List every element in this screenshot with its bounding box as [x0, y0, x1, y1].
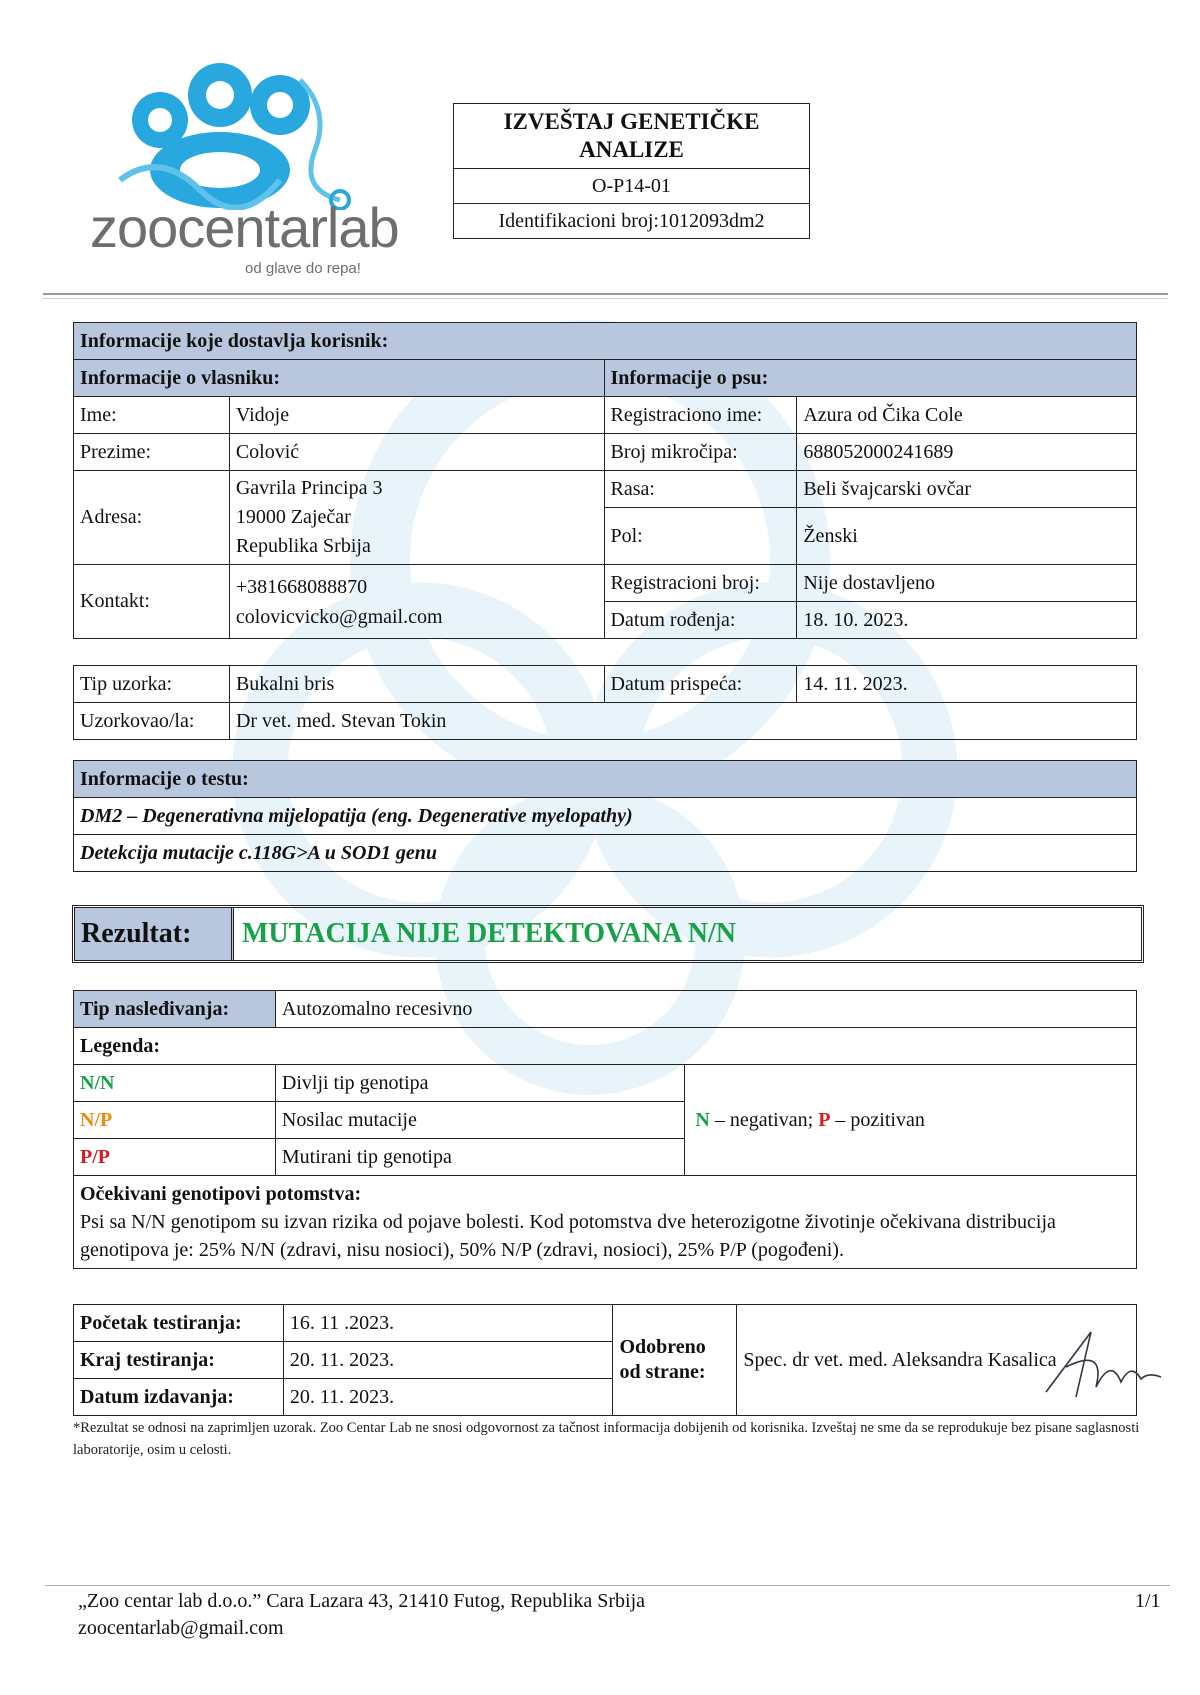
arrival-date-label: Datum prispeća: — [604, 666, 797, 703]
legend-key-p-text: – pozitivan — [830, 1108, 925, 1131]
test-start-label: Početak testiranja: — [74, 1305, 284, 1342]
contact-phone: +381668088870 — [235, 575, 368, 598]
reg-name: Azura od Čika Cole — [797, 397, 1137, 434]
address — [229, 471, 604, 565]
report-title: IZVEŠTAJ GENETIČKE ANALIZE — [454, 104, 810, 169]
address-label: Adresa: — [74, 471, 230, 565]
contact — [229, 565, 604, 639]
report-header-box — [453, 103, 810, 239]
inheritance-value: Autozomalno recesivno — [275, 991, 1136, 1028]
sample-type: Bukalni bris — [229, 666, 604, 703]
legend-desc-pp: Mutirani tip genotipa — [275, 1139, 685, 1176]
test-info-title: Informacije o testu: — [74, 761, 1137, 798]
inheritance-label: Tip nasleđivanja: — [74, 991, 276, 1028]
legend-key-p: P — [818, 1108, 831, 1131]
owner-name: Vidoje — [229, 397, 604, 434]
brand-name: zoocentarlab — [90, 196, 399, 259]
arrival-date: 14. 11. 2023. — [797, 666, 1137, 703]
result-label: Rezultat: — [75, 908, 234, 960]
legend-code-nn: N/N — [74, 1065, 276, 1102]
user-info-table — [73, 322, 1137, 639]
birth-date-label: Datum rođenja: — [604, 602, 797, 639]
microchip: 688052000241689 — [797, 434, 1137, 471]
contact-label: Kontakt: — [74, 565, 230, 639]
page-number: 1/1 — [1135, 1590, 1161, 1612]
microchip-label: Broj mikročipa: — [604, 434, 797, 471]
sex-label: Pol: — [604, 508, 797, 565]
paw-dna-icon — [100, 60, 360, 210]
test-end-label: Kraj testiranja: — [74, 1342, 284, 1379]
footer-divider — [45, 1585, 1170, 1586]
reg-number-label: Registracioni broj: — [604, 565, 797, 602]
approved-line-2: od strane: — [619, 1361, 706, 1383]
legend-key-n: N — [695, 1108, 710, 1131]
approved-line-1: Odobreno — [619, 1336, 706, 1358]
breed: Beli švajcarski ovčar — [797, 471, 1137, 508]
birth-date: 18. 10. 2023. — [797, 602, 1137, 639]
inheritance-table — [73, 990, 1137, 1269]
address-line-3: Republika Srbija — [235, 535, 371, 557]
sex: Ženski — [797, 508, 1137, 565]
legend-key-n-text: – negativan; — [709, 1108, 819, 1131]
test-start: 16. 11 .2023. — [283, 1305, 613, 1342]
disclaimer: *Rezultat se odnosi na zaprimljen uzorak. Zoo Centar Lab ne snosi odgovornost za tačnost informacija dobijenih od korisnika. Izveštaj ne sme da se reprodukuje bez pisane saglasnosti laboratorije, osim u celosti. — [73, 1420, 1140, 1458]
dog-section-title: Informacije o psu: — [604, 360, 1137, 397]
legend-desc-np: Nosilac mutacije — [275, 1102, 685, 1139]
section-title: Informacije koje dostavlja korisnik: — [74, 323, 1137, 360]
report-code: O-P14-01 — [454, 169, 810, 204]
issue-date-label: Datum izdavanja: — [74, 1379, 284, 1416]
brand-tagline: od glave do repa! — [245, 260, 361, 277]
reg-name-label: Registraciono ime: — [604, 397, 797, 434]
sample-table — [73, 665, 1137, 740]
approver-name: Spec. dr vet. med. Aleksandra Kasalica — [743, 1348, 1057, 1371]
approved-by-label — [613, 1305, 737, 1416]
test-end: 20. 11. 2023. — [283, 1342, 613, 1379]
sampled-by-label: Uzorkovao/la: — [74, 703, 230, 740]
owner-surname: Colović — [229, 434, 604, 471]
address-line-1: Gavrila Principa 3 — [235, 477, 383, 499]
approver — [737, 1305, 1137, 1416]
dates-table — [73, 1304, 1137, 1416]
expected-genotypes — [74, 1176, 1137, 1269]
reg-number: Nije dostavljeno — [797, 565, 1137, 602]
legend-desc-nn: Divlji tip genotipa — [275, 1065, 685, 1102]
logo — [90, 60, 430, 285]
owner-surname-label: Prezime: — [74, 434, 230, 471]
owner-name-label: Ime: — [74, 397, 230, 434]
footer-email: zoocentarlab@gmail.com — [78, 1617, 284, 1639]
expected-title: Očekivani genotipovi potomstva: — [80, 1183, 362, 1205]
header-divider — [43, 293, 1168, 299]
legend-code-pp: P/P — [74, 1139, 276, 1176]
result-value: MUTACIJA NIJE DETEKTOVANA N/N — [242, 918, 736, 949]
legend-code-np: N/P — [74, 1102, 276, 1139]
expected-text: Psi sa N/N genotipom su izvan rizika od pojave bolesti. Kod potomstva dve heterozigotne životinje očekivana distribucija genotipova je: 25% N/N (zdravi, nisu nosioci), 50% N/P (zdravi, nosioci), 25% P/P (pogođeni). — [80, 1211, 1056, 1261]
signature-icon — [1036, 1317, 1166, 1407]
sample-type-label: Tip uzorka: — [74, 666, 230, 703]
test-name: DM2 – Degenerativna mijelopatija (eng. Degenerative myelopathy) — [74, 798, 1137, 835]
issue-date: 20. 11. 2023. — [283, 1379, 613, 1416]
result-box — [72, 905, 1144, 963]
report-id: Identifikacioni broj:1012093dm2 — [454, 204, 810, 239]
contact-email: colovicvicko@gmail.com — [235, 605, 443, 628]
address-line-2: 19000 Zaječar — [235, 506, 351, 528]
legend-key — [685, 1065, 1137, 1176]
sampled-by: Dr vet. med. Stevan Tokin — [229, 703, 1136, 740]
breed-label: Rasa: — [604, 471, 797, 508]
owner-section-title: Informacije o vlasniku: — [74, 360, 605, 397]
footer-address: „Zoo centar lab d.o.o.” Cara Lazara 43, 21410 Futog, Republika Srbija — [78, 1590, 646, 1612]
legend-title: Legenda: — [74, 1028, 1137, 1065]
test-info-table — [73, 760, 1137, 872]
test-detection: Detekcija mutacije c.118G>A u SOD1 genu — [74, 835, 1137, 872]
